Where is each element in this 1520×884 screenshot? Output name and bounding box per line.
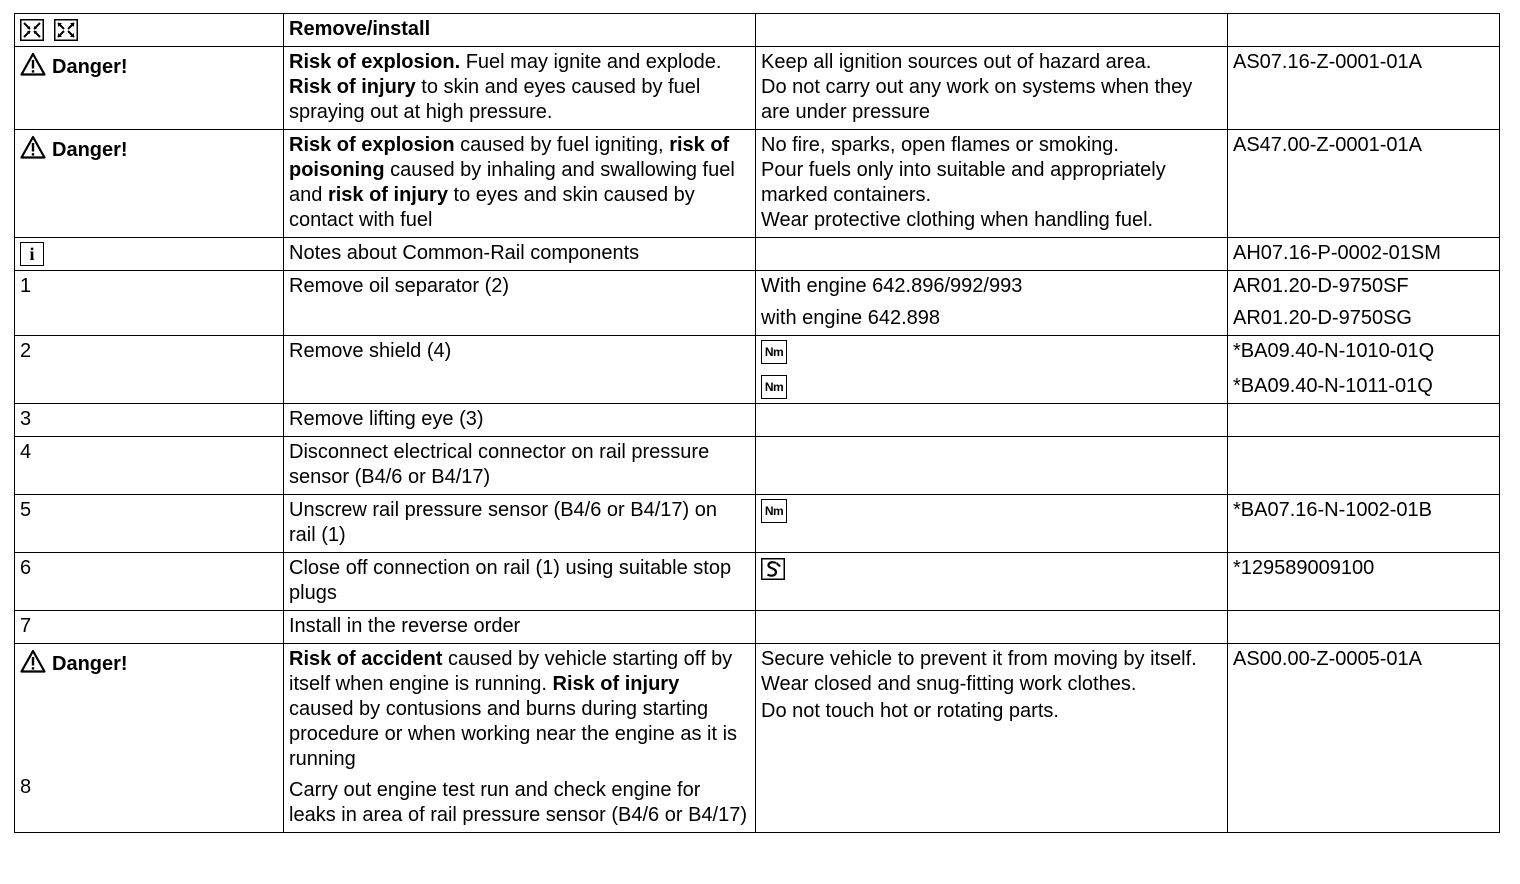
- header-empty-cell: [1228, 14, 1500, 47]
- remedy-text: Secure vehicle to prevent it from moving by itself. Wear closed and snug-fitting work clothes. Do not touch hot or rotating parts.: [756, 644, 1228, 833]
- table-row: [15, 271, 1500, 336]
- torque-nm-icon[interactable]: Nm: [761, 499, 787, 523]
- info-icon-cell: [15, 238, 284, 271]
- danger-label: Danger!: [52, 653, 128, 675]
- reference-link[interactable]: AS00.00-Z-0005-01A: [1228, 644, 1500, 833]
- step-notes: With engine 642.896/992/993 with engine 642.898: [756, 271, 1228, 336]
- table-header-row: [15, 14, 1500, 47]
- danger-label-cell: [15, 130, 284, 238]
- step-empty-cell: [1228, 437, 1500, 495]
- warning-triangle-icon: [20, 135, 46, 159]
- step-number: 7: [15, 611, 284, 644]
- torque-nm-icon[interactable]: Nm: [761, 375, 787, 399]
- reference-link[interactable]: *BA07.16-N-1002-01B: [1228, 495, 1500, 553]
- step-number: 6: [15, 553, 284, 611]
- table-row: [15, 553, 1500, 611]
- step-empty-cell: [756, 437, 1228, 495]
- hazard-text: Risk of explosion. Fuel may ignite and explode. Risk of injury to skin and eyes caused by fuel spraying out at high pressure.: [284, 47, 756, 130]
- danger-row-accident: [15, 644, 1500, 833]
- table-row: [15, 611, 1500, 644]
- header-title: Remove/install: [284, 14, 756, 47]
- table-row: [15, 404, 1500, 437]
- step-text: Remove shield (4): [284, 336, 756, 404]
- step-text: Remove oil separator (2): [284, 271, 756, 336]
- step-refs[interactable]: [1228, 271, 1500, 336]
- step-text: Disconnect electrical connector on rail pressure sensor (B4/6 or B4/17): [284, 437, 756, 495]
- reference-link[interactable]: AS47.00-Z-0001-01A: [1228, 130, 1500, 238]
- step-empty-cell: [1228, 404, 1500, 437]
- info-text: Notes about Common-Rail components: [284, 238, 756, 271]
- info-icon: i: [20, 242, 44, 266]
- reference-link[interactable]: AR01.20-D-9750SG: [1233, 307, 1412, 329]
- danger-label: Danger!: [52, 139, 128, 161]
- info-row: [15, 238, 1500, 271]
- step-number: 3: [15, 404, 284, 437]
- header-empty-cell: [756, 14, 1228, 47]
- reference-link[interactable]: *129589009100: [1228, 553, 1500, 611]
- procedure-table: [14, 13, 1500, 833]
- table-row: [15, 336, 1500, 404]
- step-number: 4: [15, 437, 284, 495]
- step-icons: [756, 553, 1228, 611]
- remedy-text: Keep all ignition sources out of hazard area. Do not carry out any work on systems when they are under pressure: [756, 47, 1228, 130]
- danger-label: Danger!: [52, 56, 128, 78]
- step-text: Remove lifting eye (3): [284, 404, 756, 437]
- table-row: [15, 437, 1500, 495]
- warning-triangle-icon: [20, 649, 46, 673]
- danger-label-cell: [15, 47, 284, 130]
- reference-link[interactable]: AR01.20-D-9750SF: [1233, 275, 1409, 297]
- danger-row-poisoning: [15, 130, 1500, 238]
- step-number: 8: [20, 776, 32, 798]
- remedy-text: No fire, sparks, open flames or smoking. Pour fuels only into suitable and appropriately marked containers. Wear protective clothing when handling fuel.: [756, 130, 1228, 238]
- remove-icon: [20, 19, 44, 41]
- info-empty-cell: [756, 238, 1228, 271]
- step-text: Unscrew rail pressure sensor (B4/6 or B4/17) on rail (1): [284, 495, 756, 553]
- reference-link[interactable]: AH07.16-P-0002-01SM: [1228, 238, 1500, 271]
- step-text: Carry out engine test run and check engine for leaks in area of rail pressure sensor (B4/6 or B4/17): [289, 779, 747, 826]
- reference-link[interactable]: *BA09.40-N-1011-01Q: [1233, 375, 1433, 397]
- special-tool-icon[interactable]: [761, 558, 785, 580]
- header-icons-cell: [15, 14, 284, 47]
- danger-label-cell: [15, 644, 284, 833]
- step-empty-cell: [756, 404, 1228, 437]
- reference-link[interactable]: *BA09.40-N-1010-01Q: [1233, 340, 1435, 362]
- torque-nm-icon[interactable]: Nm: [761, 340, 787, 364]
- step-icons: [756, 495, 1228, 553]
- step-icons: [756, 336, 1228, 404]
- step-text: Close off connection on rail (1) using suitable stop plugs: [284, 553, 756, 611]
- step-empty-cell: [1228, 611, 1500, 644]
- step-number: 1: [15, 271, 284, 336]
- danger-row-explosion: [15, 47, 1500, 130]
- step-number: 2: [15, 336, 284, 404]
- reference-link[interactable]: AS07.16-Z-0001-01A: [1228, 47, 1500, 130]
- step-refs[interactable]: [1228, 336, 1500, 404]
- table-row: [15, 495, 1500, 553]
- install-icon: [54, 19, 78, 41]
- step-text: Install in the reverse order: [284, 611, 756, 644]
- hazard-text: Risk of explosion caused by fuel igniting, risk of poisoning caused by inhaling and swallowing fuel and risk of injury to eyes and skin caused by contact with fuel: [284, 130, 756, 238]
- hazard-text: Risk of accident caused by vehicle starting off by itself when engine is running. Risk of injury caused by contusions and burns during starting procedure or when working near the engine as it is running Carry out engine test run and check engine for leaks in area of rail pressure sensor (B4/6 or B4/17): [284, 644, 756, 833]
- warning-triangle-icon: [20, 52, 46, 76]
- step-empty-cell: [756, 611, 1228, 644]
- step-number: 5: [15, 495, 284, 553]
